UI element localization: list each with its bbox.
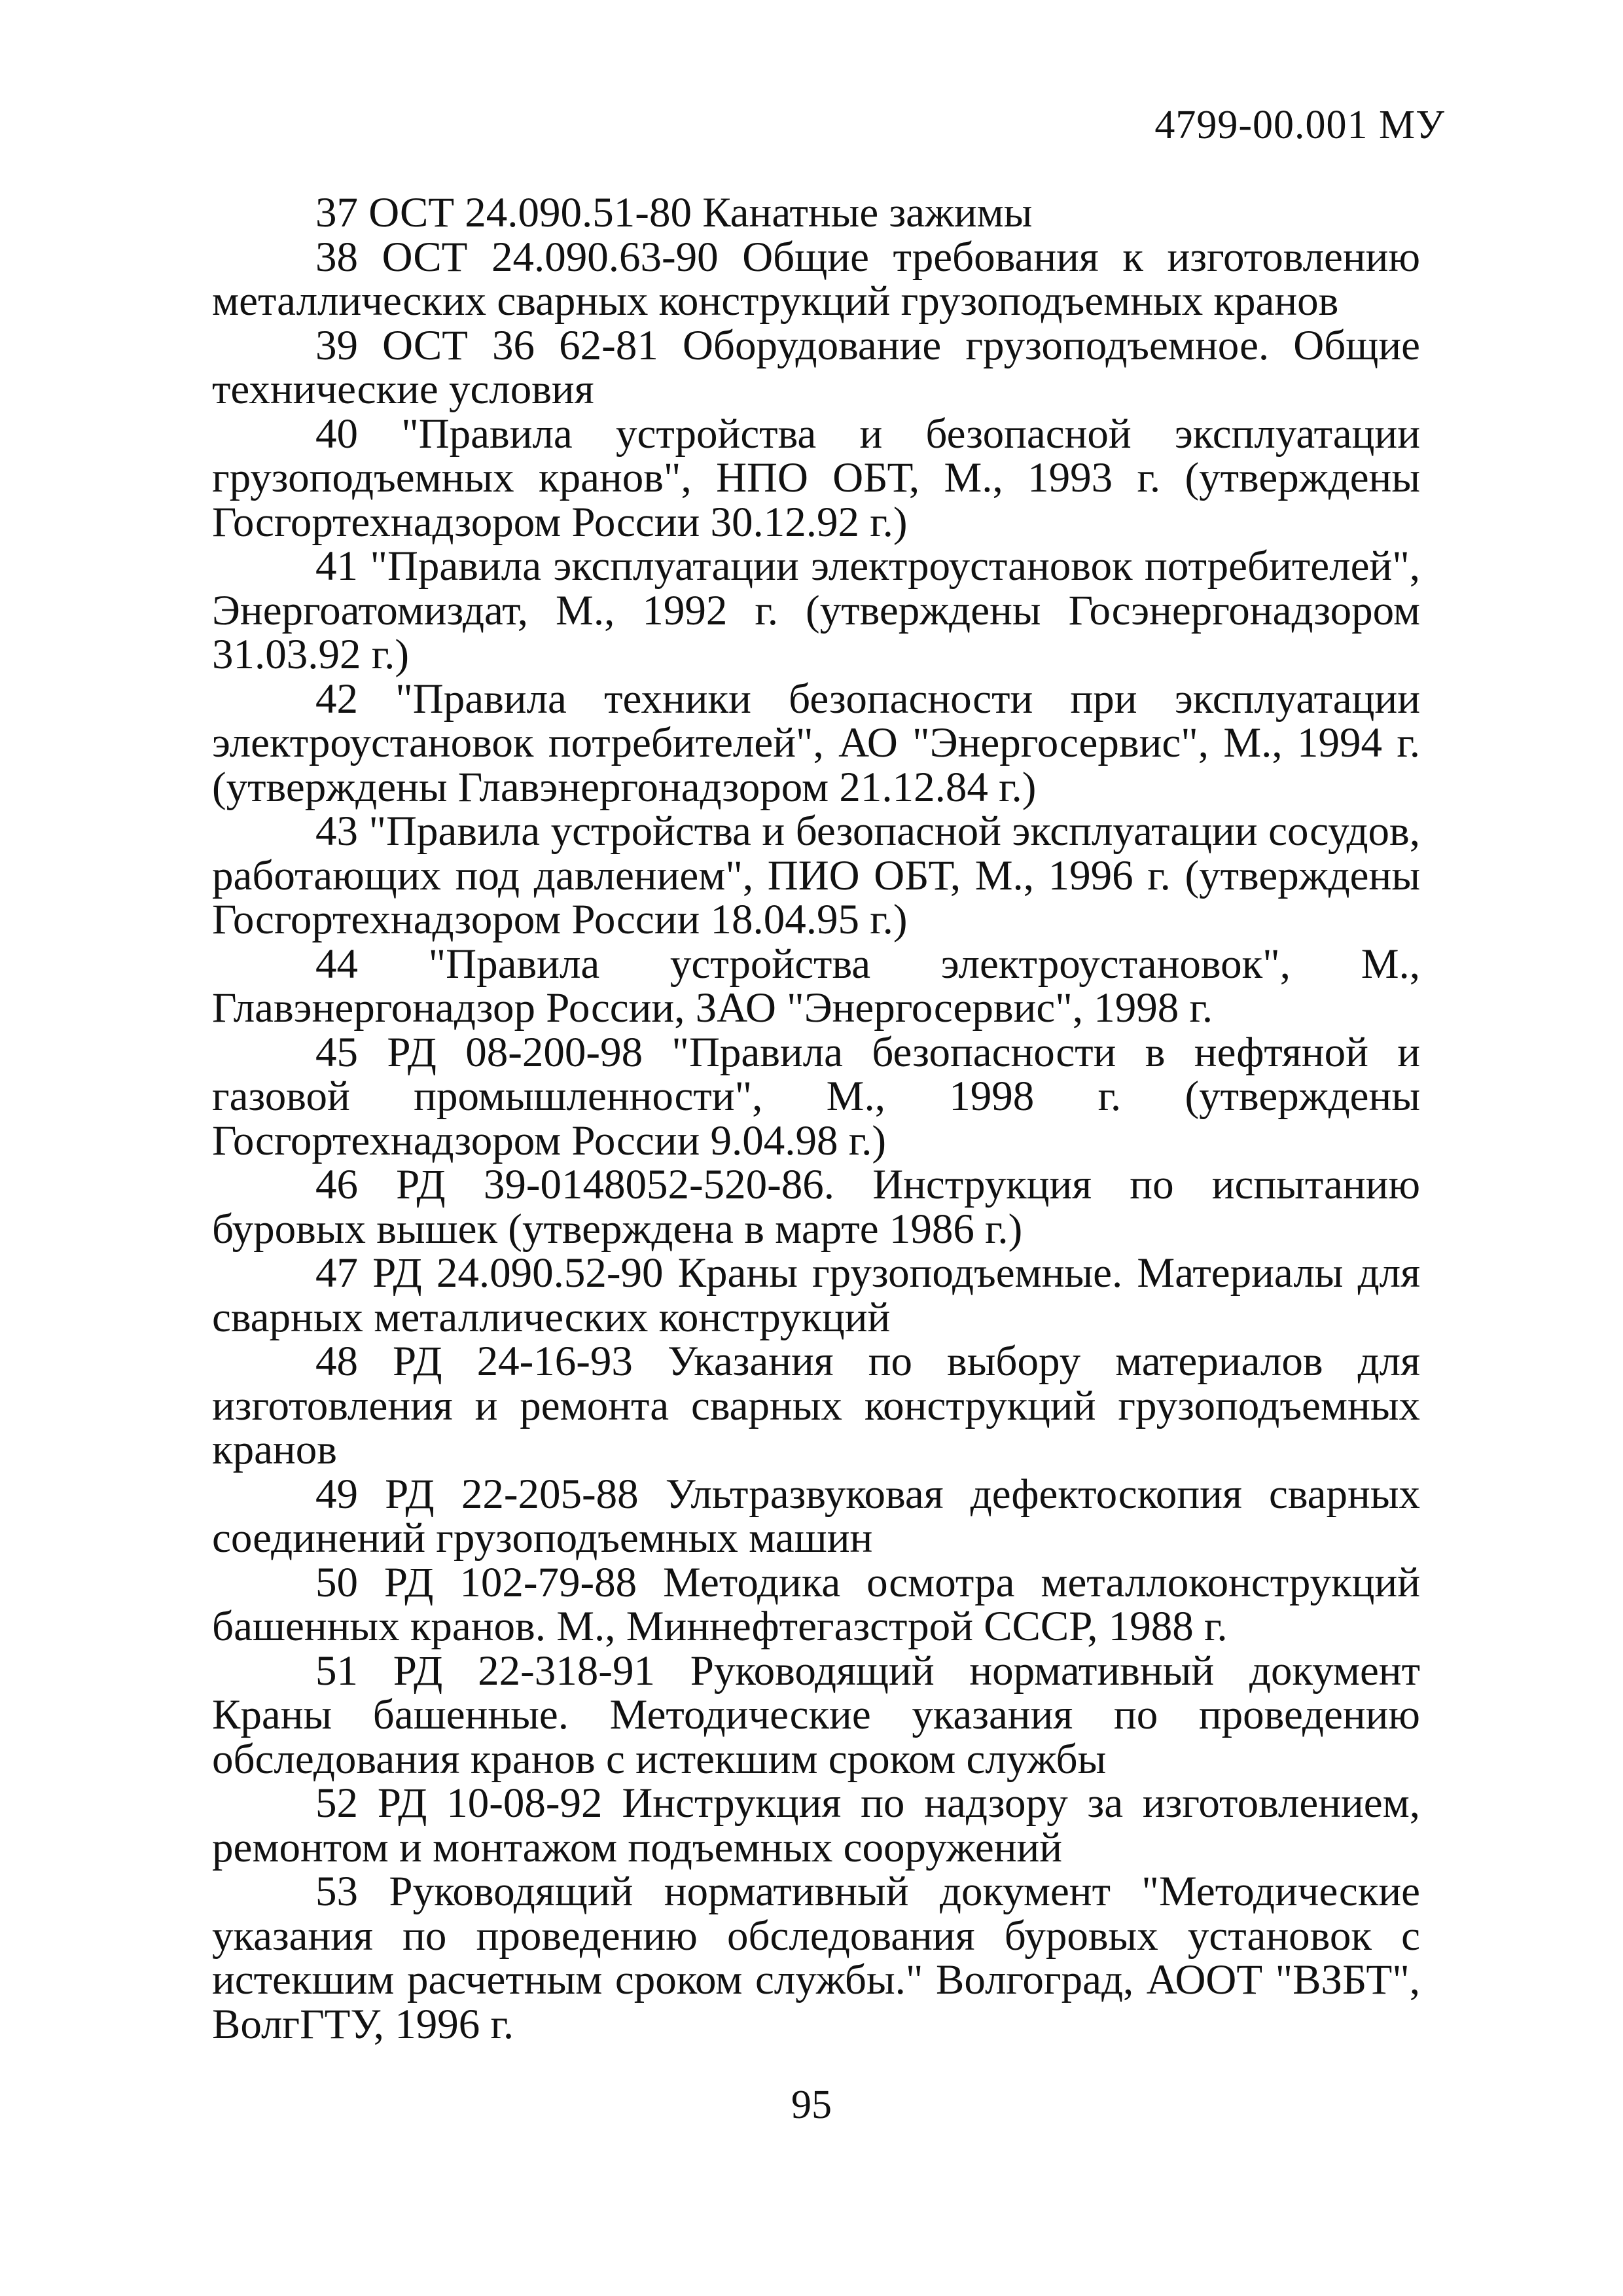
reference-item-37: 37 ОСТ 24.090.51-80 Канатные зажимы bbox=[315, 189, 1033, 236]
reference-item-44: 44 "Правила устройства электроустановок", М., Главэнергонадзор России, ЗАО "Энергосервис", 1998 г. bbox=[212, 940, 1420, 1031]
reference-item-38: 38 ОСТ 24.090.63-90 Общие требования к изготовлению металлических сварных конструкций грузоподъемных кранов bbox=[212, 233, 1420, 325]
reference-item-47: 47 РД 24.090.52-90 Краны грузоподъемные. Материалы для сварных металлических конструкций bbox=[212, 1249, 1420, 1341]
reference-item-50: 50 РД 102-79-88 Методика осмотра металлоконструкций башенных кранов. М., Миннефтегазстрой СССР, 1988 г. bbox=[212, 1558, 1420, 1650]
reference-item-49: 49 РД 22-205-88 Ультразвуковая дефектоскопия сварных соединений грузоподъемных машин bbox=[212, 1470, 1420, 1562]
reference-item-53: 53 Руководящий нормативный документ "Методические указания по проведению обследования буровых установок с истекшим расчетным сроком службы." Волгоград, АООТ "ВЗБТ", ВолгГТУ, 1996 г. bbox=[212, 1868, 1420, 2048]
page-number: 95 bbox=[791, 2083, 832, 2127]
reference-item-39: 39 ОСТ 36 62-81 Оборудование грузоподъемное. Общие технические условия bbox=[212, 321, 1420, 413]
document-code: 4799-00.001 МУ bbox=[1154, 103, 1445, 147]
reference-item-45: 45 РД 08-200-98 "Правила безопасности в нефтяной и газовой промышленности", М., 1998 г. (утверждены Госгортехнадзором России 9.04.98 г.) bbox=[212, 1028, 1420, 1164]
reference-item-51: 51 РД 22-318-91 Руководящий нормативный документ Краны башенные. Методические указания по проведению обследования кранов с истекшим сроком службы bbox=[212, 1647, 1420, 1783]
reference-item-46: 46 РД 39-0148052-520-86. Инструкция по испытанию буровых вышек (утверждена в марте 1986 г.) bbox=[212, 1161, 1420, 1253]
reference-item-41: 41 "Правила эксплуатации электроустановок потребителей", Энергоатомиздат, М., 1992 г. (утверждены Госэнергонадзором 31.03.92 г.) bbox=[212, 543, 1420, 678]
reference-item-43: 43 "Правила устройства и безопасной эксплуатации сосудов, работающих под давлением", ПИО ОБТ, М., 1996 г. (утверждены Госгортехнадзором России 18.04.95 г.) bbox=[212, 808, 1420, 943]
reference-list bbox=[212, 191, 1420, 2047]
reference-item-52: 52 РД 10-08-92 Инструкция по надзору за изготовлением, ремонтом и монтажом подъемных сооружений bbox=[212, 1780, 1420, 1871]
reference-item-42: 42 "Правила техники безопасности при эксплуатации электроустановок потребителей", АО "Энергосервис", М., 1994 г. (утверждены Главэнергонадзором 21.12.84 г.) bbox=[212, 675, 1420, 811]
reference-item-48: 48 РД 24-16-93 Указания по выбору материалов для изготовления и ремонта сварных конструкций грузоподъемных кранов bbox=[212, 1338, 1420, 1473]
reference-item-40: 40 "Правила устройства и безопасной эксплуатации грузоподъемных кранов", НПО ОБТ, М., 1993 г. (утверждены Госгортехнадзором России 30.12.92 г.) bbox=[212, 410, 1420, 546]
